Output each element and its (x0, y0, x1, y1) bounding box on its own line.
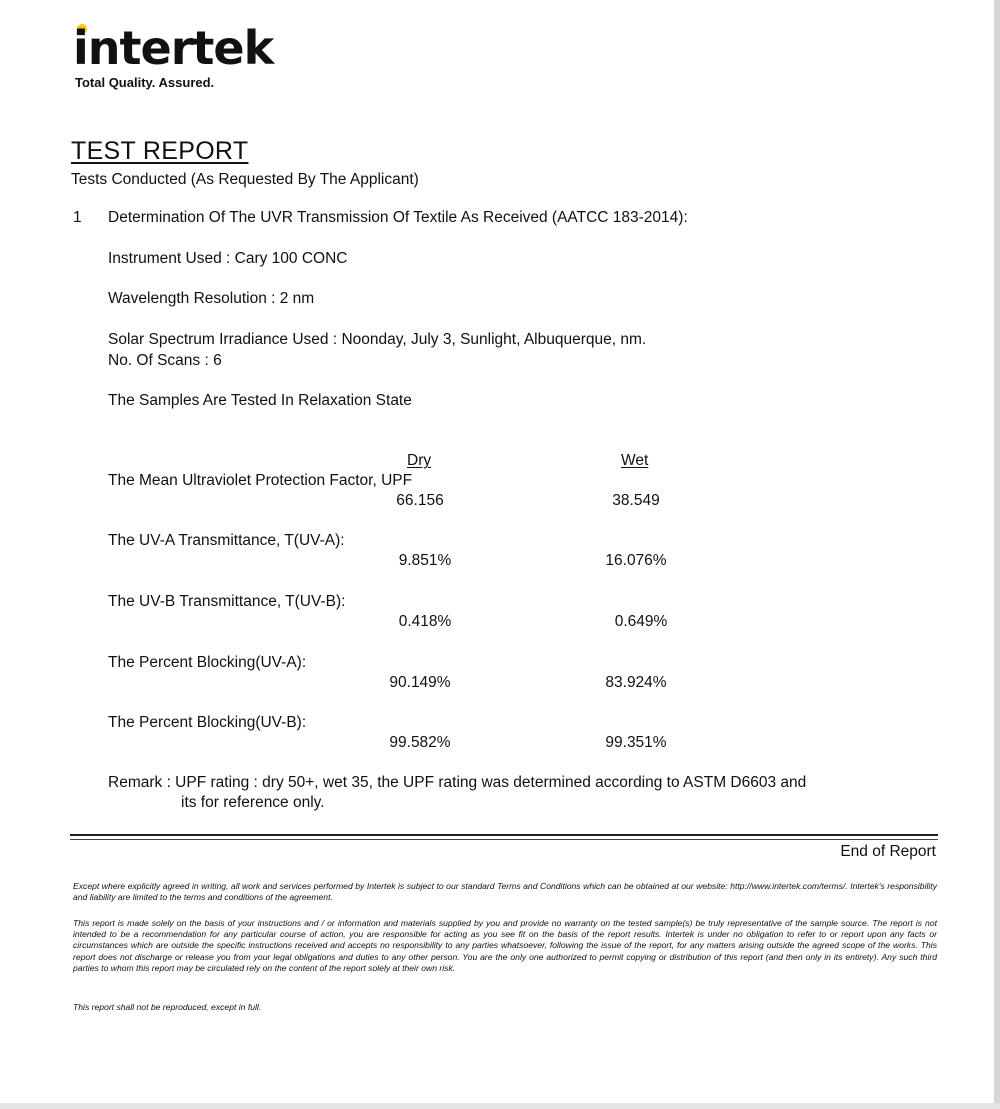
result-wet-uvb-transmittance: 0.649% (614, 613, 668, 630)
result-dry-uvb-transmittance: 0.418% (398, 613, 452, 630)
number-of-scans: No. Of Scans : 6 (108, 352, 222, 369)
column-header-dry: Dry (407, 452, 432, 469)
result-label-uvb-blocking: The Percent Blocking(UV-B): (108, 714, 307, 731)
remark-line-2: its for reference only. (181, 794, 325, 811)
result-dry-uva-transmittance: 9.851% (398, 552, 452, 569)
intertek-logo (73, 22, 273, 74)
solar-spectrum: Solar Spectrum Irradiance Used : Noonday, July 3, Sunlight, Albuquerque, nm. (108, 331, 647, 348)
footer-divider (70, 834, 938, 836)
instrument-used: Instrument Used : Cary 100 CONC (108, 250, 348, 267)
result-dry-uva-blocking: 90.149% (389, 674, 451, 691)
result-wet-uva-blocking: 83.924% (605, 674, 667, 691)
report-title: TEST REPORT (71, 137, 249, 165)
result-wet-uva-transmittance: 16.076% (605, 552, 667, 569)
wavelength-resolution: Wavelength Resolution : 2 nm (108, 290, 315, 307)
result-label-upf: The Mean Ultraviolet Protection Factor, UPF (108, 472, 413, 489)
result-label-uva-blocking: The Percent Blocking(UV-A): (108, 654, 307, 671)
column-header-wet: Wet (621, 452, 649, 469)
page-edge-shadow (994, 0, 1000, 1109)
result-label-uva-transmittance: The UV-A Transmittance, T(UV-A): (108, 532, 345, 549)
footer-divider-thin (70, 839, 938, 840)
disclaimer-terms: Except where explicitly agreed in writing, all work and services performed by Intertek is subject to our standard Terms and Conditions which can be obtained at our website: http://www.intertek.com/terms/. Intertek's responsibility and liability are limited to the terms and conditions of the agreement. (73, 881, 937, 903)
page-edge-shadow-bottom (0, 1103, 1000, 1109)
result-label-uvb-transmittance: The UV-B Transmittance, T(UV-B): (108, 593, 346, 610)
result-wet-upf: 38.549 (612, 492, 660, 509)
disclaimer-reproduction: This report shall not be reproduced, except in full. (73, 1002, 262, 1012)
test-number: 1 (73, 209, 82, 226)
result-wet-uvb-blocking: 99.351% (605, 734, 667, 751)
report-subtitle: Tests Conducted (As Requested By The Applicant) (71, 171, 419, 188)
logo-wordmark: intertek (73, 21, 274, 75)
test-title: Determination Of The UVR Transmission Of Textile As Received (AATCC 183-2014): (108, 209, 688, 226)
result-dry-uvb-blocking: 99.582% (389, 734, 451, 751)
sample-state: The Samples Are Tested In Relaxation State (108, 392, 412, 409)
logo-tagline: Total Quality. Assured. (75, 75, 215, 90)
end-of-report: End of Report (840, 843, 936, 860)
result-dry-upf: 66.156 (396, 492, 444, 509)
remark-line-1: Remark : UPF rating : dry 50+, wet 35, the UPF rating was determined according to ASTM D6603 and (108, 774, 807, 791)
disclaimer-liability: This report is made solely on the basis of your instructions and / or information and materials supplied by you and provide no warranty on the tested sample(s) be truly representative of the sample source. The report is not intended to be a recommendation for any particular course of action, you are responsible for acting as you see fit on the basis of the report results. Intertek is under no obligation to refer to or report upon any facts or circumstances which are outside the specific instructions received and accepts no responsibility to any parties whatsoever, following the issue of the report, for any matters arising outside the agreed scope of the works. This report does not discharge or release you from your legal obligations and duties to any other person. You are the only one authorized to permit copying or distribution of this report (and then only in its entirety). Any such third parties to whom this report may be circulated rely on the content of the report solely at their own risk. (73, 918, 937, 973)
